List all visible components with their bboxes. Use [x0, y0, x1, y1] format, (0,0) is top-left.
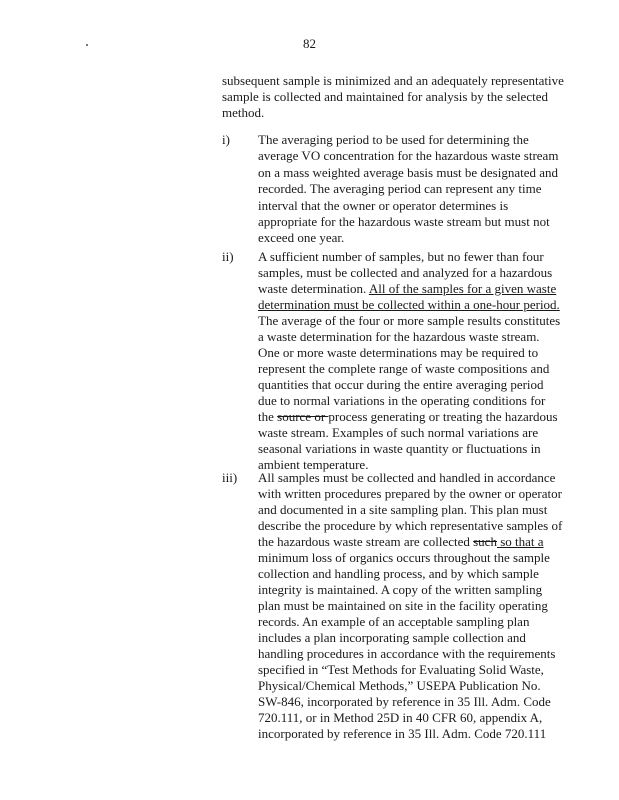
item-iii-line: 720.111, or in Method 25D in 40 CFR 60, appendix A,: [258, 710, 543, 725]
item-iii-line: All samples must be collected and handled in accordance: [258, 470, 556, 485]
item-iii-line: collection and handling process, and by which sample: [258, 566, 539, 581]
item-iii-text: the hazardous waste stream are collected: [258, 534, 474, 549]
item-i-line: appropriate for the hazardous waste stream but must not: [258, 214, 550, 229]
item-ii-line: One or more waste determinations may be required to: [258, 345, 539, 360]
item-iii-line: integrity is maintained. A copy of the written sampling: [258, 582, 543, 597]
item-ii-text: process generating or treating the hazardous: [328, 409, 558, 424]
item-iii-line: Physical/Chemical Methods,” USEPA Publication No.: [258, 678, 541, 693]
item-i-line: recorded. The averaging period can represent any time: [258, 181, 542, 196]
item-iii-line: records. An example of an acceptable sampling plan: [258, 614, 530, 629]
item-ii-text: the: [258, 409, 278, 424]
intro-line: sample is collected and maintained for analysis by the selected: [222, 89, 548, 104]
page-number: 82: [303, 36, 316, 51]
intro-line: method.: [222, 105, 265, 120]
item-iii-line: incorporated by reference in 35 Ill. Adm. Code 720.111: [258, 726, 547, 741]
item-iii-line: with written procedures prepared by the owner or operator: [258, 486, 562, 501]
item-ii-line: represent the complete range of waste compositions and: [258, 361, 550, 376]
inserted-text: so that a: [496, 534, 544, 549]
item-iii-line: describe the procedure by which representative samples of: [258, 518, 563, 533]
item-iii-line: handling procedures in accordance with the requirements: [258, 646, 556, 661]
item-iii-line: includes a plan incorporating sample collection and: [258, 630, 526, 645]
intro-line: subsequent sample is minimized and an adequately representative: [222, 73, 564, 88]
item-i-line: interval that the owner or operator determines is: [258, 198, 509, 213]
item-iii-line: minimum loss of organics occurs throughout the sample: [258, 550, 550, 565]
inserted-text: determination must be collected within a one-hour period.: [258, 297, 560, 312]
item-ii-line: ambient temperature.: [258, 457, 369, 472]
item-ii-line: waste stream. Examples of such normal variations are: [258, 425, 539, 440]
item-iii-line: and documented in a site sampling plan. This plan must: [258, 502, 548, 517]
item-i-line: exceed one year.: [258, 230, 345, 245]
item-iii-line: plan must be maintained on site in the facility operating: [258, 598, 548, 613]
item-i-line: average VO concentration for the hazardous waste stream: [258, 148, 559, 163]
item-ii-line: [258, 409, 558, 425]
item-ii-line: a waste determination for the hazardous waste stream.: [258, 329, 540, 344]
item-i-line: The averaging period to be used for determining the: [258, 132, 529, 147]
item-i-line: on a mass weighted average basis must be designated and: [258, 165, 558, 180]
item-ii-line: due to normal variations in the operating conditions for: [258, 393, 546, 408]
inserted-text: All of the samples for a given waste: [368, 281, 557, 296]
item-ii-marker: ii): [222, 249, 234, 264]
item-ii-text: waste determination.: [258, 281, 369, 296]
item-ii-line: quantities that occur during the entire averaging period: [258, 377, 544, 392]
item-ii-line: A sufficient number of samples, but no fewer than four: [258, 249, 544, 264]
item-iii-line: SW-846, incorporated by reference in 35 Ill. Adm. Code: [258, 694, 551, 709]
item-ii-line: seasonal variations in waste quantity or fluctuations in: [258, 441, 541, 456]
item-i-marker: i): [222, 132, 230, 147]
item-iii-marker: iii): [222, 470, 238, 485]
deleted-text: source or: [277, 409, 329, 424]
item-ii-line: samples, must be collected and analyzed for a hazardous: [258, 265, 553, 280]
item-iii-line: specified in “Test Methods for Evaluating Solid Waste,: [258, 662, 544, 677]
item-ii-line: The average of the four or more sample results constitutes: [258, 313, 561, 328]
item-iii-line: [258, 534, 544, 550]
deleted-text: such: [473, 534, 497, 549]
item-ii-line: [258, 281, 556, 297]
